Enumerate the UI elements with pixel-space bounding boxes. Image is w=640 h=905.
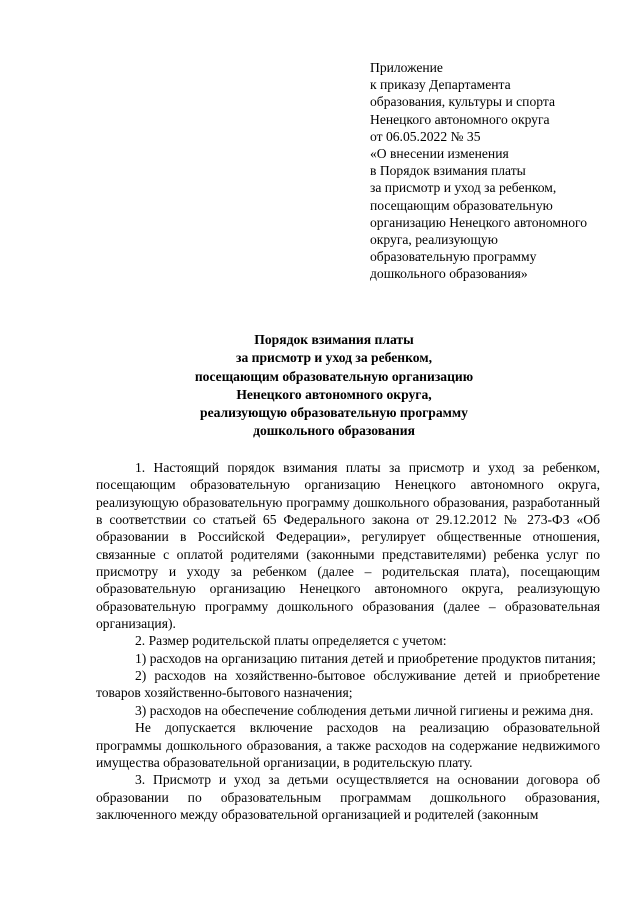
title-line: реализующую образовательную программу — [200, 405, 468, 421]
appendix-line: к приказу Департамента — [370, 77, 511, 93]
document-body — [96, 459, 600, 823]
appendix-line: образовательную программу — [370, 249, 537, 265]
paragraph-2: 2. Размер родительской платы определяется с учетом: — [135, 633, 447, 649]
appendix-line: образования, культуры и спорта — [370, 94, 556, 110]
title-line: Ненецкого автономного округа, — [236, 386, 432, 402]
appendix-line: округа, реализующую — [370, 232, 498, 248]
appendix-line: «О внесении изменения — [370, 146, 509, 162]
title-line: посещающим образовательную организацию — [194, 368, 474, 384]
paragraph-1: 1. Настоящий порядок взимания платы за присмотр и уход за ребенком, посещающим образовательную организацию Ненецкого автономного округа, реализующую образовательную программу дошкольного образования, разработанный в соответствии со статьей 65 Федерального закона от 29.12.2012 № 273-ФЗ «Об образовании в Российской Федерации», регулирует общественные отношения, связанные с оплатой родителями (законными представителями) ребенка услуг по присмотру и уходу за ребенком (далее – родительская плата), посещающим образовательную организацию Ненецкого автономного округа, реализующую образовательную программу дошкольного образования (далее – образовательная организация). — [96, 460, 600, 632]
appendix-line: за присмотр и уход за ребенком, — [370, 180, 557, 196]
appendix-header — [370, 59, 620, 283]
appendix-line: посещающим образовательную — [370, 197, 553, 213]
title-line: дошкольного образования — [253, 423, 415, 439]
appendix-line: от 06.05.2022 № 35 — [370, 128, 481, 144]
title-line: Порядок взимания платы — [254, 332, 414, 347]
appendix-line: Ненецкого автономного округа — [370, 111, 550, 127]
title-line: за присмотр и уход за ребенком, — [236, 350, 432, 366]
paragraph-2-item-1: 1) расходов на организацию питания детей и приобретение продуктов питания; — [135, 650, 596, 666]
paragraph-2-item-2: 2) расходов на хозяйственно-бытовое обслуживание детей и приобретение товаров хозяйственно-бытового назначения; — [96, 668, 600, 701]
appendix-line: Приложение — [370, 60, 443, 75]
paragraph-3: 3. Присмотр и уход за детьми осуществляется на основании договора об образовании по образовательным программам дошкольного образования, заключенного между образовательной организацией и родителей (законным — [96, 772, 600, 822]
paragraph-2-note: Не допускается включение расходов на реализацию образовательной программы дошкольного образования, а также расходов на содержание недвижимого имущества образовательной организации, в родительскую плату. — [96, 720, 600, 770]
appendix-line: дошкольного образования» — [370, 266, 528, 282]
appendix-line: в Порядок взимания платы — [370, 163, 526, 179]
document-title — [60, 331, 608, 441]
paragraph-2-item-3: 3) расходов на обеспечение соблюдения детьми личной гигиены и режима дня. — [135, 702, 594, 718]
appendix-line: организацию Ненецкого автономного — [370, 214, 588, 230]
